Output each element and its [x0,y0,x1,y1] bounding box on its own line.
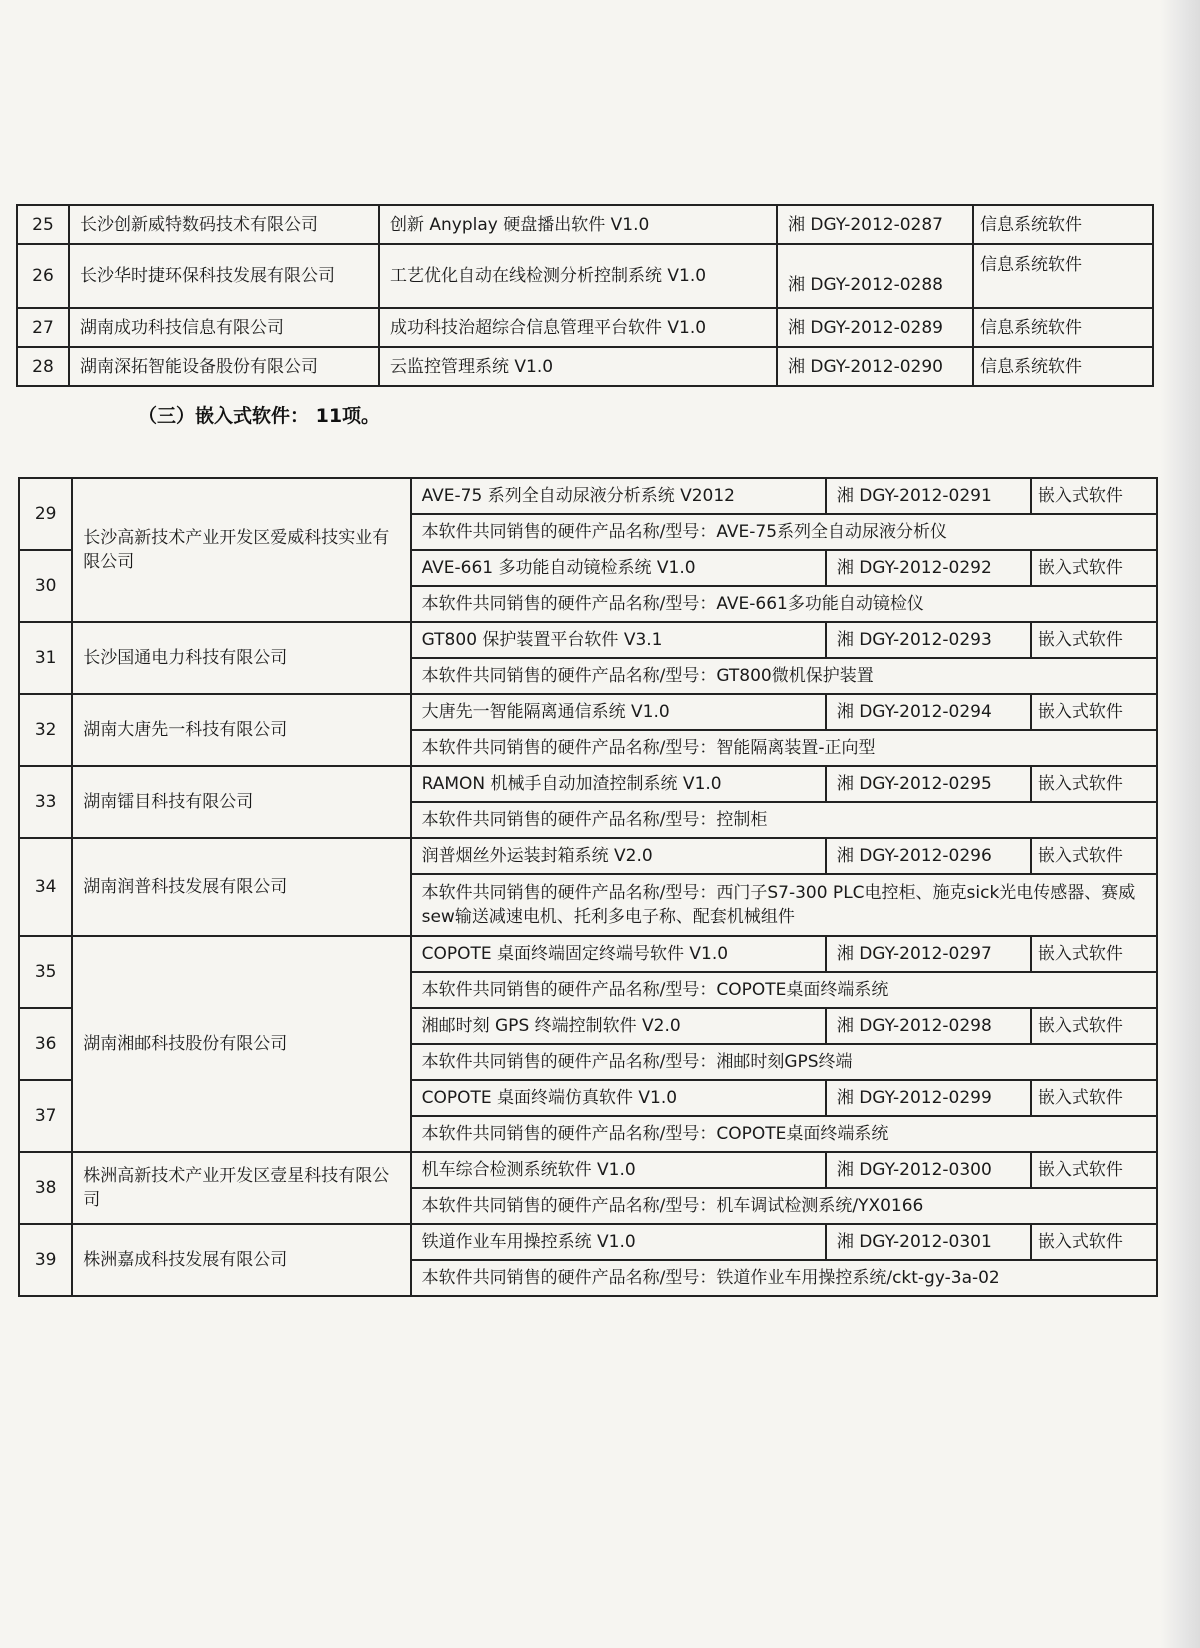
row-number: 30 [19,550,72,622]
hardware-label: 本软件共同销售的硬件产品名称/型号： [421,883,717,903]
software-category: 嵌入式软件 [1031,622,1157,658]
registration-number: 湘 DGY-2012-0297 [826,936,1031,972]
registration-number: 湘 DGY-2012-0293 [826,622,1031,658]
software-name: 大唐先一智能隔离通信系统 V1.0 [411,694,826,730]
row-number: 25 [17,205,69,244]
product-name: 云监控管理系统 V1.0 [379,347,777,386]
hardware-name: GT800微机保护装置 [716,666,874,686]
company-name: 湖南湘邮科技股份有限公司 [72,936,410,1152]
hardware-label: 本软件共同销售的硬件产品名称/型号： [421,1196,717,1216]
table-row [17,308,1153,347]
hardware-description [411,802,1157,838]
hardware-description [411,514,1157,550]
software-name: RAMON 机械手自动加渣控制系统 V1.0 [411,766,826,802]
hardware-description [411,1044,1157,1080]
product-name: 成功科技治超综合信息管理平台软件 V1.0 [379,308,777,347]
row-number: 36 [19,1008,72,1080]
hardware-description [411,1116,1157,1152]
software-category: 嵌入式软件 [1031,694,1157,730]
registration-number: 湘 DGY-2012-0299 [826,1080,1031,1116]
software-name: COPOTE 桌面终端固定终端号软件 V1.0 [411,936,826,972]
software-category: 嵌入式软件 [1031,1224,1157,1260]
registration-number: 湘 DGY-2012-0295 [826,766,1031,802]
hardware-name: COPOTE桌面终端系统 [716,980,889,1000]
hardware-name: 湘邮时刻GPS终端 [716,1052,853,1072]
row-number: 28 [17,347,69,386]
software-name: 润普烟丝外运装封箱系统 V2.0 [411,838,826,874]
hardware-description [411,874,1157,936]
hardware-label: 本软件共同销售的硬件产品名称/型号： [421,522,717,542]
software-category: 嵌入式软件 [1031,766,1157,802]
software-category: 嵌入式软件 [1031,478,1157,514]
hardware-name: AVE-75系列全自动尿液分析仪 [716,522,948,542]
software-category [973,244,1153,308]
information-software-table [16,204,1154,387]
software-category: 嵌入式软件 [1031,550,1157,586]
registration-number: 湘 DGY-2012-0296 [826,838,1031,874]
table-row [19,478,1157,514]
hardware-label: 本软件共同销售的硬件产品名称/型号： [421,738,717,758]
registration-number: 湘 DGY-2012-0291 [826,478,1031,514]
software-name: COPOTE 桌面终端仿真软件 V1.0 [411,1080,826,1116]
company-name: 株洲高新技术产业开发区壹星科技有限公司 [72,1152,410,1224]
row-number: 38 [19,1152,72,1224]
registration-number: 湘 DGY-2012-0290 [777,347,973,386]
software-name: AVE-661 多功能自动镜检系统 V1.0 [411,550,826,586]
row-number: 33 [19,766,72,838]
software-name: 机车综合检测系统软件 V1.0 [411,1152,826,1188]
embedded-software-table [18,477,1158,1297]
registration-number: 湘 DGY-2012-0301 [826,1224,1031,1260]
hardware-name: 铁道作业车用操控系统/ckt-gy-3a-02 [716,1268,1000,1288]
company-name: 株洲嘉成科技发展有限公司 [72,1224,410,1296]
registration-number: 湘 DGY-2012-0292 [826,550,1031,586]
hardware-name: 机车调试检测系统/YX0166 [716,1196,924,1216]
company-name: 湖南润普科技发展有限公司 [72,838,410,936]
software-name: AVE-75 系列全自动尿液分析系统 V2012 [411,478,826,514]
company-name: 长沙华时捷环保科技发展有限公司 [69,244,379,308]
registration-number: 湘 DGY-2012-0287 [777,205,973,244]
row-number: 31 [19,622,72,694]
company-name: 湖南深拓智能设备股份有限公司 [69,347,379,386]
section-heading: （三）嵌入式软件： 11项。 [138,405,381,427]
row-number: 27 [17,308,69,347]
company-name: 长沙创新威特数码技术有限公司 [69,205,379,244]
registration-number [777,244,973,308]
hardware-label: 本软件共同销售的硬件产品名称/型号： [421,1052,717,1072]
table-row [19,838,1157,874]
company-name: 湖南成功科技信息有限公司 [69,308,379,347]
row-number: 26 [17,244,69,308]
software-category: 信息系统软件 [973,347,1153,386]
hardware-description [411,658,1157,694]
software-category: 嵌入式软件 [1031,1080,1157,1116]
hardware-label: 本软件共同销售的硬件产品名称/型号： [421,1268,717,1288]
software-name: GT800 保护装置平台软件 V3.1 [411,622,826,658]
row-number: 32 [19,694,72,766]
row-number: 34 [19,838,72,936]
table-row [17,205,1153,244]
company-name: 长沙高新技术产业开发区爱威科技实业有限公司 [72,478,410,622]
table-row [17,244,1153,308]
software-category: 信息系统软件 [973,308,1153,347]
row-number: 35 [19,936,72,1008]
software-name: 湘邮时刻 GPS 终端控制软件 V2.0 [411,1008,826,1044]
hardware-description [411,972,1157,1008]
hardware-description [411,1260,1157,1296]
registration-number-text: 湘 DGY-2012-0288 [788,275,943,295]
software-category: 嵌入式软件 [1031,1152,1157,1188]
table-row [19,1152,1157,1188]
hardware-name: 智能隔离装置-正向型 [716,738,876,758]
hardware-name: 控制柜 [716,810,768,830]
software-category: 嵌入式软件 [1031,838,1157,874]
hardware-description [411,586,1157,622]
table-row [19,1224,1157,1260]
hardware-description [411,730,1157,766]
table-row [17,347,1153,386]
row-number: 29 [19,478,72,550]
software-category-text: 信息系统软件 [980,255,1082,275]
company-name: 湖南大唐先一科技有限公司 [72,694,410,766]
scan-edge [1160,0,1200,1648]
registration-number: 湘 DGY-2012-0298 [826,1008,1031,1044]
hardware-label: 本软件共同销售的硬件产品名称/型号： [421,666,717,686]
software-category: 嵌入式软件 [1031,1008,1157,1044]
company-name: 湖南镭目科技有限公司 [72,766,410,838]
registration-number: 湘 DGY-2012-0294 [826,694,1031,730]
software-category: 嵌入式软件 [1031,936,1157,972]
registration-number: 湘 DGY-2012-0289 [777,308,973,347]
row-number: 37 [19,1080,72,1152]
registration-number: 湘 DGY-2012-0300 [826,1152,1031,1188]
product-name: 创新 Anyplay 硬盘播出软件 V1.0 [379,205,777,244]
software-category: 信息系统软件 [973,205,1153,244]
hardware-name: COPOTE桌面终端系统 [716,1124,889,1144]
row-number: 39 [19,1224,72,1296]
table-row [19,694,1157,730]
company-name: 长沙国通电力科技有限公司 [72,622,410,694]
hardware-label: 本软件共同销售的硬件产品名称/型号： [421,980,717,1000]
hardware-label: 本软件共同销售的硬件产品名称/型号： [421,594,717,614]
hardware-name: 西门子S7-300 PLC电控柜、施克sick光电传感器、赛威sew输送减速电机、托利多电子称、配套机械组件 [421,883,1136,927]
hardware-name: AVE-661多功能自动镜检仪 [716,594,924,614]
table-row [19,766,1157,802]
software-name: 铁道作业车用操控系统 V1.0 [411,1224,826,1260]
table-row [19,622,1157,658]
hardware-label: 本软件共同销售的硬件产品名称/型号： [421,1124,717,1144]
hardware-label: 本软件共同销售的硬件产品名称/型号： [421,810,717,830]
product-name: 工艺优化自动在线检测分析控制系统 V1.0 [379,244,777,308]
table-row [19,936,1157,972]
hardware-description [411,1188,1157,1224]
